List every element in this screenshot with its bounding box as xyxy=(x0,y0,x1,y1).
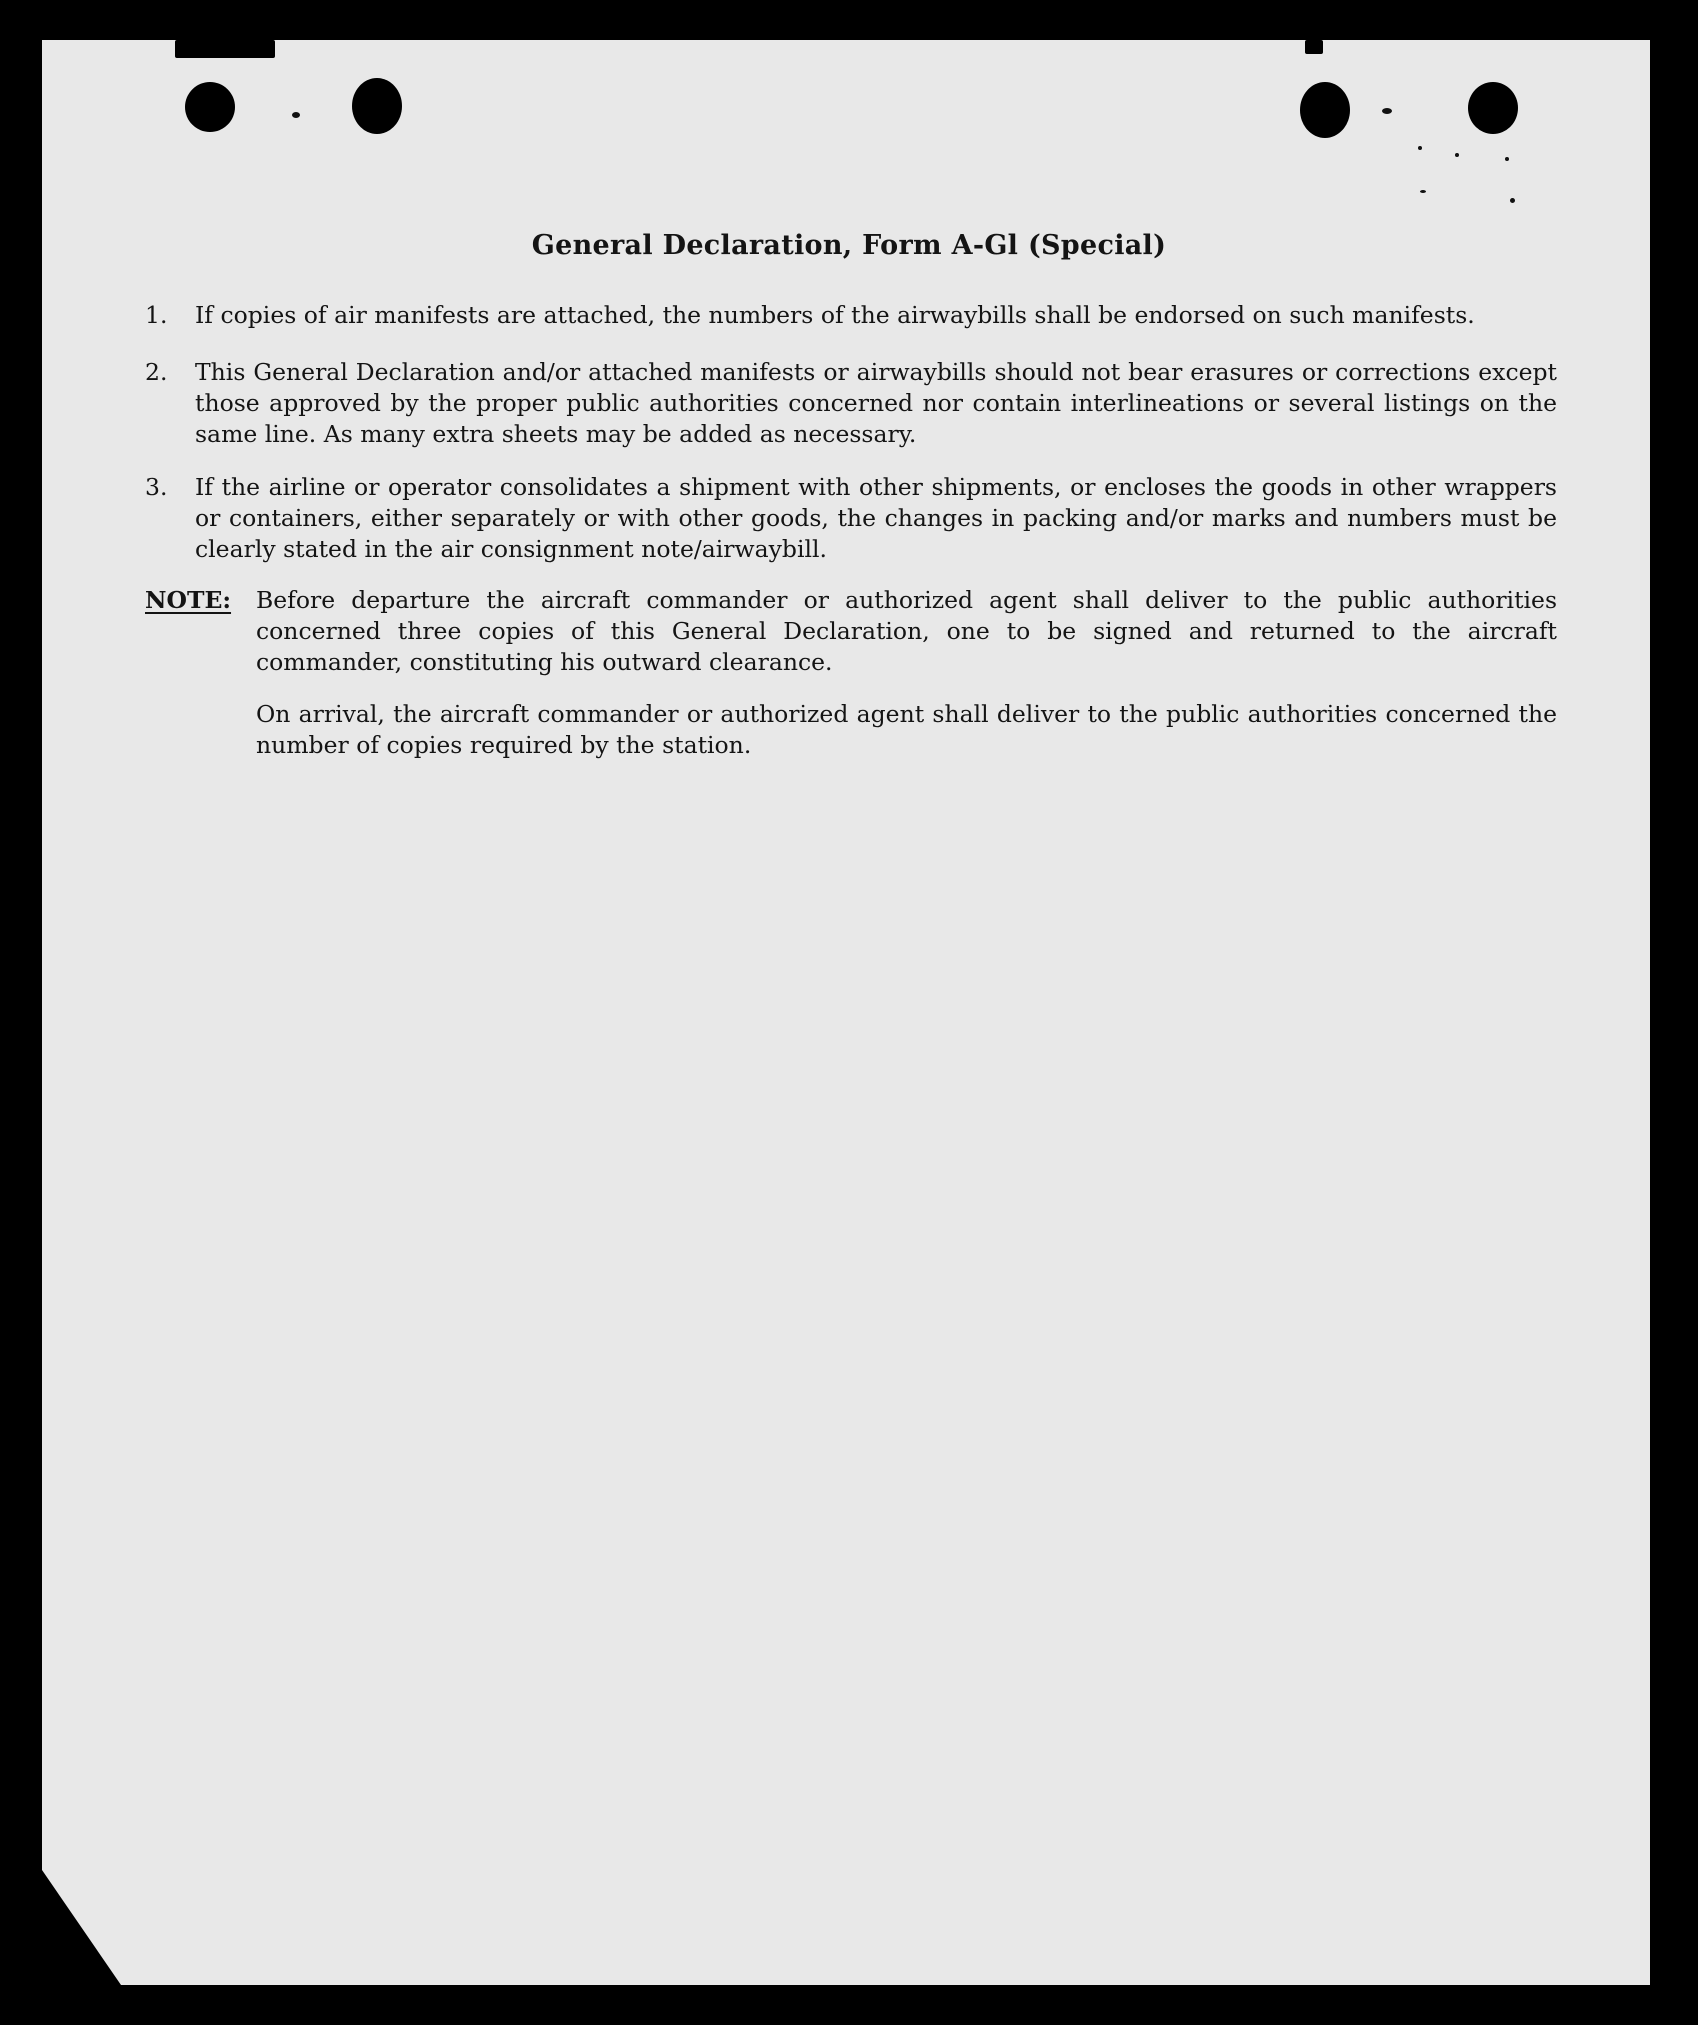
note-label: NOTE: xyxy=(145,586,232,614)
list-item xyxy=(145,357,1557,452)
list-item-text: If copies of air manifests are attached, the numbers of the airwaybills shall be endorsed on such manifests. xyxy=(195,301,1475,329)
list-item-number: 2. xyxy=(145,358,168,386)
list-item xyxy=(145,472,1557,567)
list-item-number: 3. xyxy=(145,473,168,501)
speck xyxy=(1455,153,1459,157)
punch-hole-left-2 xyxy=(352,78,402,134)
list-item-text: This General Declaration and/or attached manifests or airwaybills should not bear erasures or corrections except those approved by the proper public authorities concerned nor contain interlineations or several listings on the same line. As many extra sheets may be added as necessary. xyxy=(195,358,1557,448)
punch-hole-right-1 xyxy=(1300,82,1350,138)
punch-hole-right-2 xyxy=(1468,82,1518,134)
note-paragraph: On arrival, the aircraft commander or authorized agent shall deliver to the public authorities concerned the number of copies required by the station. xyxy=(256,700,1557,759)
speck xyxy=(1505,157,1509,161)
speck xyxy=(1382,108,1392,114)
speck xyxy=(292,112,300,118)
speck xyxy=(1510,198,1515,203)
page-title: General Declaration, Form A-Gl (Special) xyxy=(531,230,1167,261)
speck xyxy=(1420,190,1426,193)
list-item xyxy=(145,300,1557,332)
speck xyxy=(1305,40,1323,54)
speck xyxy=(1418,146,1422,150)
note-paragraph: Before departure the aircraft commander or authorized agent shall deliver to the public authorities concerned three copies of this General Declaration, one to be signed and returned to the aircraft commander, constituting his outward clearance. xyxy=(256,586,1557,676)
punch-hole-left-1 xyxy=(185,82,235,132)
speck xyxy=(175,40,275,58)
list-item-text: If the airline or operator consolidates a shipment with other shipments, or encloses the goods in other wrappers or containers, either separately or with other goods, the changes in packing and/or marks and numbers must be clearly stated in the air consignment note/airwaybill. xyxy=(195,473,1557,563)
list-item-number: 1. xyxy=(145,301,168,329)
